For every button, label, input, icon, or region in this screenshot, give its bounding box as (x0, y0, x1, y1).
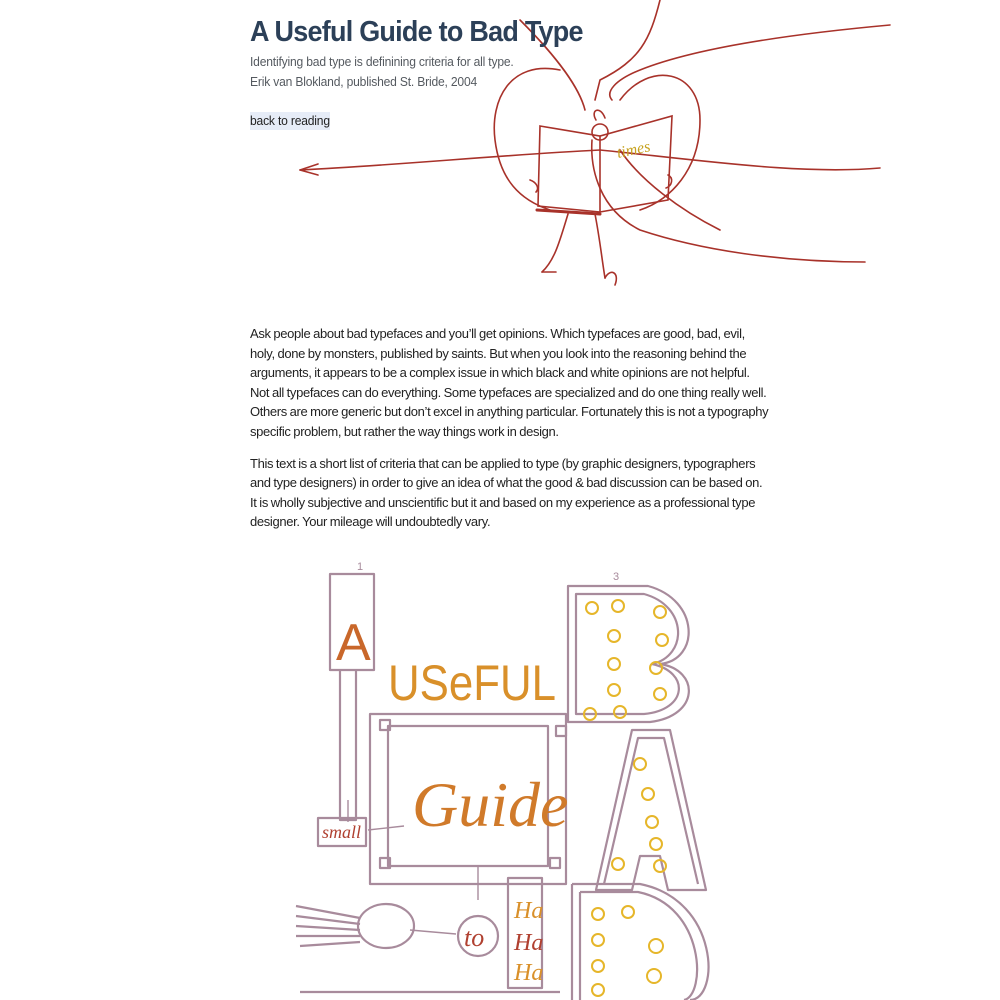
poster-letter-a: A (336, 614, 371, 672)
page-header (250, 16, 770, 92)
poster-number: 1 (357, 561, 364, 573)
poster-word-to: to (464, 923, 485, 952)
page-byline: Erik van Blokland, published St. Bride, 2004 (250, 74, 478, 89)
poster-illustration (290, 560, 720, 1000)
article-paragraph: Ask people about bad typefaces and you’ll get opinions. Which typefaces are good, bad, evil, holy, done by monsters, published by saints. But when you look into the reasoning behind the arguments, it appears to be a complex issue in which black and white opinions are not helpful. Not all typefaces can do everything. Some typefaces are specialized and do one thing really well. Others are more generic but don’t excel in anything particular. Fortunately this is not a typography specific problem, but rather the way things work in design. (250, 326, 769, 439)
back-to-reading-link[interactable]: back to reading (250, 113, 330, 128)
poster-word-useful: USeFUL (388, 655, 556, 711)
poster-word-small: small (322, 822, 362, 842)
poster-word-ha: Ha (514, 930, 544, 956)
poster-word-guide: Guide (412, 769, 569, 840)
poster-word-ha: Ha (514, 898, 544, 924)
article-paragraph: This text is a short list of criteria that can be applied to type (by graphic designers, typographers and type designers) in order to give an idea of what the good & bad discussion can be based on. It is wholly subjective and unscientific but it and based on my experience as a professional type designer. Your mileage will undoubtedly vary. (250, 455, 763, 530)
poster-number: 3 (613, 571, 620, 583)
article-body (250, 324, 770, 544)
page-title: A Useful Guide to Bad Type (250, 16, 583, 48)
newspaper-text: times (615, 138, 652, 162)
poster-word-ha: Ha (514, 960, 544, 986)
page-subtitle: Identifying bad type is definining criteria for all type. (250, 54, 514, 69)
